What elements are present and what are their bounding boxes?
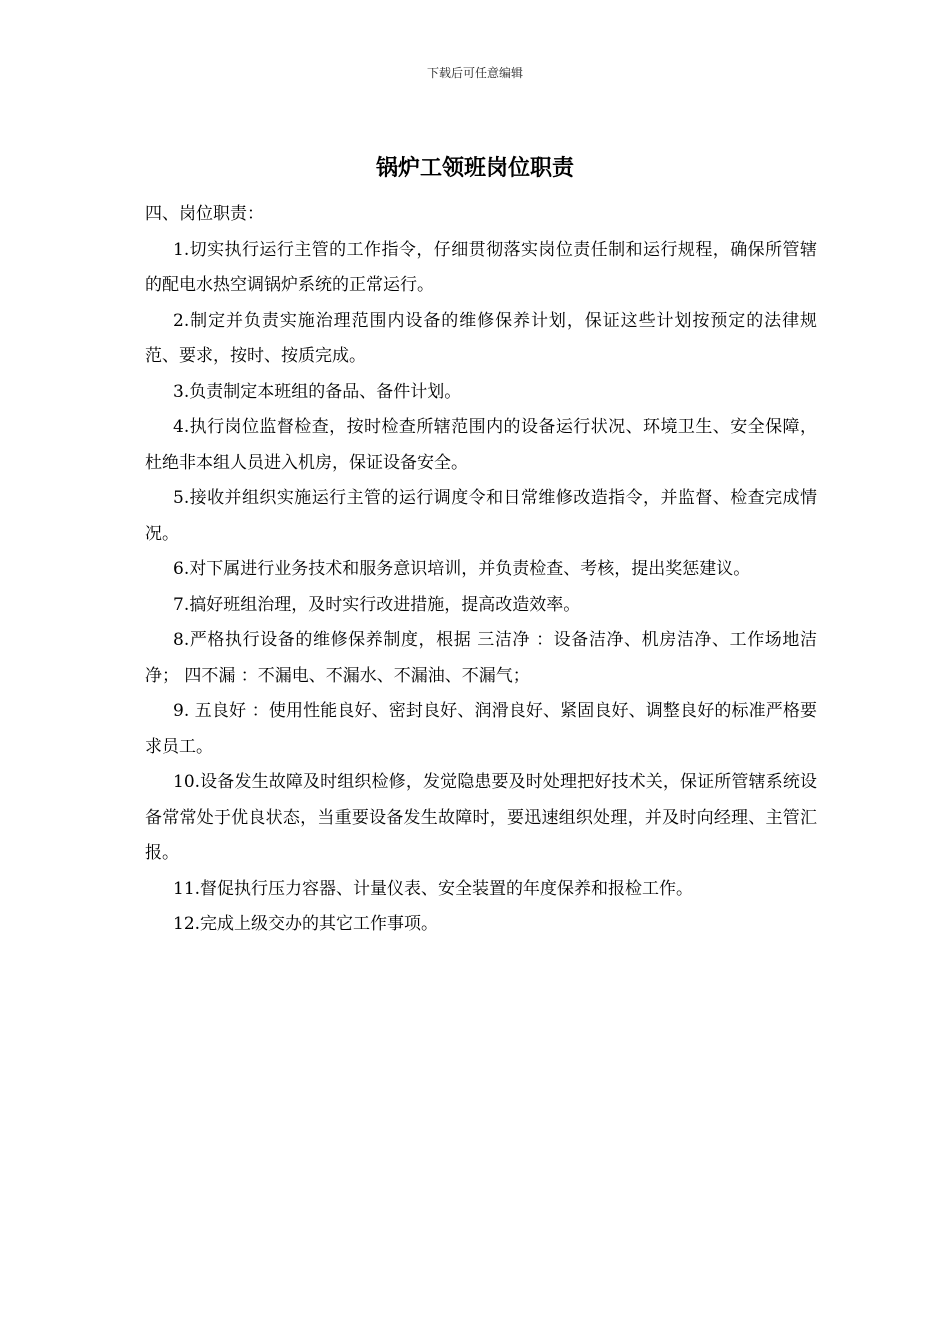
duty-item-2: 2.制定并负责实施治理范围内设备的维修保养计划，保证这些计划按预定的法律规范、要求，按时、按质完成。 [145, 310, 817, 366]
duty-item-10: 10.设备发生故障及时组织检修，发觉隐患要及时处理把好技术关，保证所管辖系统设备常常处于优良状态，当重要设备发生故障时，要迅速组织处理，并及时向经理、主管汇报。 [145, 772, 817, 863]
duty-item-9: 9. 五良好 ：使用性能良好、密封良好、润滑良好、紧固良好、调整良好的标准严格要求员工。 [145, 701, 817, 757]
section-heading: 四、岗位职责： [145, 204, 264, 224]
page-header-note: 下载后可任意编辑 [426, 66, 523, 80]
duty-item-8: 8.严格执行设备的维修保养制度，根据 三洁净 ：设备洁净、机房洁净、工作场地洁净； 四不漏 ：不漏电、不漏水、不漏油、不漏气； [145, 630, 817, 686]
duty-item-4: 4.执行岗位监督检查，按时检查所辖范围内的设备运行状况、环境卫生、安全保障，杜绝非本组人员进入机房，保证设备安全。 [145, 417, 817, 473]
duty-item-11: 11.督促执行压力容器、计量仪表、安全装置的年度保养和报检工作。 [173, 878, 694, 899]
duty-item-12: 12.完成上级交办的其它工作事项。 [173, 914, 439, 934]
document-body [145, 197, 817, 943]
duty-item-7: 7.搞好班组治理，及时实行改进措施，提高改造效率。 [173, 594, 581, 615]
duty-item-3: 3.负责制定本班组的备品、备件计划。 [173, 381, 462, 402]
duty-item-6: 6.对下属进行业务技术和服务意识培训，并负责检查、考核，提出奖惩建议。 [173, 559, 751, 579]
duty-item-1: 1.切实执行运行主管的工作指令，仔细贯彻落实岗位责任制和运行规程，确保所管辖的配电水热空调锅炉系统的正常运行。 [145, 239, 817, 295]
document-title: 锅炉工领班岗位职责 [375, 155, 574, 181]
duty-item-5: 5.接收并组织实施运行主管的运行调度令和日常维修改造指令，并监督、检查完成情况。 [145, 488, 817, 544]
